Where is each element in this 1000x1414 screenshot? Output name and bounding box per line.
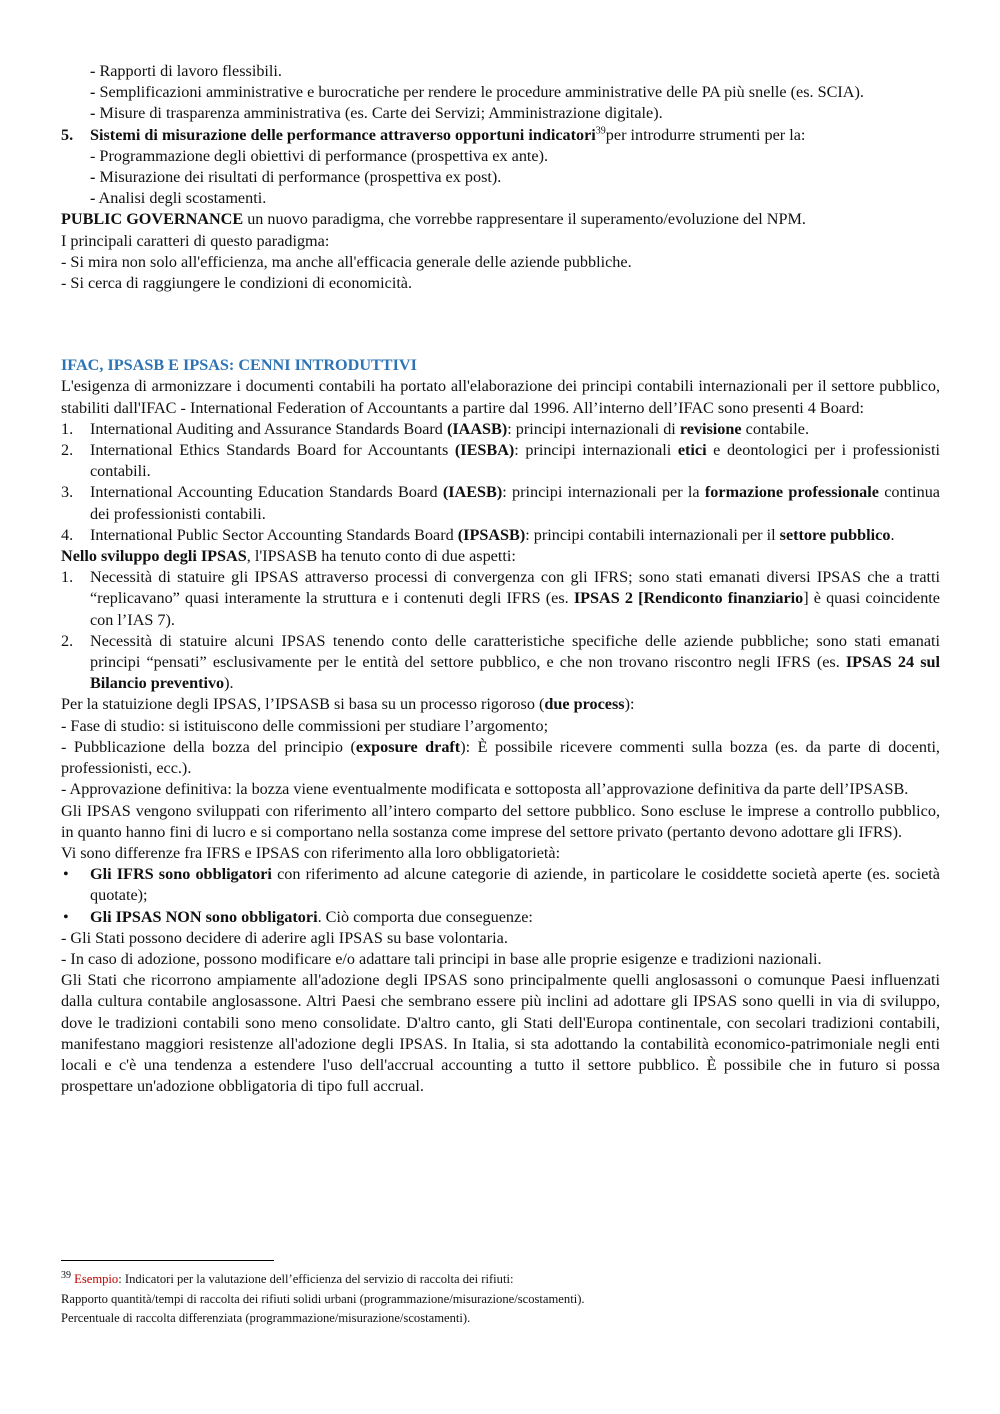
footnote-line: Percentuale di raccolta differenziata (programmazione/misurazione/scostamenti).: [61, 1311, 471, 1325]
paragraph: I principali caratteri di questo paradigma:: [61, 231, 330, 250]
board-desc: : principi internazionali: [514, 441, 678, 460]
aspect-text: Necessità di statuire alcuni IPSAS tenendo conto delle caratteristiche specifiche delle aziende pubbliche; sono stati emanati principi “pensati” esclusivamente per le entità del settore pubblico, e che non trovano riscontro negli IFRS (es.: [90, 631, 940, 672]
item-number: 3.: [61, 483, 74, 502]
board-desc: : principi internazionali per la: [502, 483, 705, 502]
list-item: - Si cerca di raggiungere le condizioni di economicità.: [61, 274, 413, 293]
footnotes: [61, 1270, 940, 1329]
board-name: International Public Sector Accounting Standards Board: [90, 525, 458, 544]
paragraph-text: , l'IPSASB ha tenuto conto di due aspetti:: [246, 547, 516, 566]
bullet-keyword: Gli IPSAS NON sono obbligatori: [90, 907, 318, 926]
paragraph: Vi sono differenze fra IFRS e IPSAS con riferimento alla loro obbligatorietà:: [61, 843, 561, 862]
footnote-ref[interactable]: 39: [595, 125, 606, 137]
item-number: 5.: [61, 125, 74, 144]
list-item-text: Semplificazioni amministrative e burocratiche per rendere le procedure amministrative delle PA più snelle (es. SCIA).: [99, 83, 864, 102]
paragraph: [61, 546, 940, 567]
aspect-item-2: [61, 631, 940, 695]
bullet-icon: •: [63, 865, 69, 884]
list-item: - In caso di adozione, possono modificare e/o adattare tali principi in base alle proprie esigenze e tradizioni nazionali.: [61, 949, 822, 968]
board-acronym: (IESBA): [454, 441, 515, 460]
paragraph: L'esigenza di armonizzare i documenti contabili ha portato all'elaborazione dei principi contabili internazionali per il settore pubblico, stabiliti dall'IFAC - International Federation of Accountants a partire dal 1996. All’interno dell’IFAC sono presenti 4 Board:: [61, 377, 940, 417]
footnote-label: Esempio: [71, 1272, 119, 1286]
aspect-item-1: [61, 567, 940, 631]
board-desc: : principi contabili internazionali per il: [525, 525, 780, 544]
list-item: [61, 167, 940, 188]
item-text: per introdurre strumenti per la:: [605, 125, 806, 144]
board-desc-end: .: [890, 525, 895, 544]
paragraph: Gli Stati che ricorrono ampiamente all'adozione degli IPSAS sono principalmente quelli anglosassoni o comunque Paesi influenzati dalla cultura contabile anglosassone. Altri Paesi che sembrano essere più inclini ad adottare gli IPSAS sono quelli in via di sviluppo, dove le tradizioni contabili sono meno consolidate. D'altro canto, gli Stati dell'Europa continentale, con secolari tradizioni contabili, manifestano maggiori resistenze all'adozione degli IPSAS. In Italia, si sta adottando la contabilità economico-patrimoniale negli enti locali e c'è una tendenza a estendere l'uso dell'accrual accounting a tutto il settore pubblico. È possibile che in futuro si possa prospettare un'adozione obbligatoria di tipo full accrual.: [61, 971, 940, 1096]
dash: -: [90, 189, 96, 208]
dash: -: [90, 62, 96, 80]
bullet-icon: •: [63, 907, 69, 926]
bullet-text: . Ciò comporta due conseguenze:: [317, 907, 533, 926]
board-name: International Ethics Standards Board for Accountants: [90, 441, 455, 460]
list-item: - Si mira non solo all'efficienza, ma anche all'efficacia generale delle aziende pubbliche.: [61, 252, 632, 271]
board-acronym: (IAESB): [442, 483, 503, 502]
aspect-keyword: IPSAS 2 [Rendiconto finanziario: [573, 589, 804, 608]
board-item-1: [61, 419, 940, 440]
aspect-text: Necessità di statuire gli IPSAS attraverso processi di convergenza con gli IFRS; sono stati emanati diversi IPSAS che a tratti “replicavano” quasi interamente la struttura e i contenuti degli IFRS (es.: [90, 568, 940, 608]
list-item-text: - Pubblicazione della bozza del principio (: [61, 737, 356, 756]
board-keyword: settore pubblico: [779, 525, 891, 544]
bullet-keyword: Gli IFRS sono obbligatori: [90, 865, 272, 884]
list-item: [61, 737, 940, 779]
list-item: [61, 103, 940, 124]
list-item-text: Analisi degli scostamenti.: [98, 189, 267, 208]
list-item: - Fase di studio: si istituiscono delle commissioni per studiare l’argomento;: [61, 716, 549, 735]
paragraph-text-end: ):: [624, 695, 635, 714]
list-item: [61, 61, 940, 82]
footnote-39: [61, 1270, 940, 1290]
board-item-2: [61, 440, 940, 482]
board-item-3: [61, 482, 940, 524]
board-name: International Auditing and Assurance Standards Board: [90, 419, 447, 438]
board-keyword: etici: [677, 441, 707, 460]
section-heading: IFAC, IPSASB E IPSAS: CENNI INTRODUTTIVI: [61, 356, 417, 375]
term: due process: [544, 695, 625, 714]
list-item: - Gli Stati possono decidere di aderire agli IPSAS su base volontaria.: [61, 928, 508, 947]
dash: -: [90, 83, 96, 102]
list-item-text: Misurazione dei risultati di performance (prospettiva ex post).: [99, 168, 502, 187]
item-number: 4.: [61, 525, 74, 544]
term: Nello sviluppo degli IPSAS: [61, 547, 247, 566]
board-desc-end: e deontologici per i professionisti contabili.: [90, 441, 940, 481]
bullet-item: [61, 864, 940, 906]
paragraph-text: Per la statuizione degli IPSAS, l’IPSASB si basa su un processo rigoroso (: [61, 695, 545, 714]
board-acronym: (IAASB): [446, 419, 508, 438]
board-acronym: (IPSASB): [457, 525, 526, 544]
board-desc: : principi internazionali di: [507, 419, 680, 438]
board-item-4: [61, 525, 940, 546]
bullet-item: [61, 907, 940, 928]
board-name: International Accounting Education Standards Board: [90, 483, 443, 502]
dash: -: [90, 168, 96, 187]
board-desc-end: contabile.: [741, 419, 810, 438]
footnote-divider: [61, 1260, 274, 1261]
aspect-keyword: IPSAS 24 sul Bilancio preventivo: [90, 653, 940, 693]
list-item: [61, 82, 940, 103]
board-keyword: formazione professionale: [704, 483, 879, 502]
footnote-text: : Indicatori per la valutazione dell’efficienza del servizio di raccolta dei rifiuti:: [118, 1272, 514, 1286]
item-heading: Sistemi di misurazione delle performance attraverso opportuni indicatori: [90, 125, 596, 144]
item-number: 1.: [61, 568, 74, 587]
list-item-text: Misure di trasparenza amministrativa (es. Carte dei Servizi; Amministrazione digitale).: [99, 104, 663, 123]
list-item: [61, 188, 940, 209]
aspect-text-end: ] è quasi coincidente con l’IAS 7).: [90, 589, 940, 629]
paragraph: Gli IPSAS vengono sviluppati con riferimento all’intero comparto del settore pubblico. Sono escluse le imprese a controllo pubblico, in quanto hanno fini di lucro e si comportano nella sostanza come imprese del settore privato (pertanto devono adottare gli IFRS).: [61, 801, 940, 841]
bullet-text: con riferimento ad alcune categorie di aziende, in particolare le cosiddette società aperte (es. società quotate);: [90, 865, 940, 905]
footnote-line: Rapporto quantità/tempi di raccolta dei rifiuti solidi urbani (programmazione/misurazione/scostamenti).: [61, 1291, 585, 1306]
dash: -: [90, 104, 96, 123]
item-number: 2.: [61, 631, 74, 650]
numbered-item-5: [61, 125, 940, 146]
board-keyword: revisione: [679, 419, 742, 438]
board-desc-end: continua dei professionisti contabili.: [90, 483, 940, 523]
term: PUBLIC GOVERNANCE: [61, 210, 244, 229]
list-item-text-end: ): È possibile ricevere commenti sulla bozza (es. da parte di docenti, professionisti, ecc.).: [61, 737, 940, 778]
list-item: - Programmazione degli obiettivi di performance (prospettiva ex ante).: [90, 146, 549, 165]
paragraph: [61, 694, 940, 715]
paragraph-text: un nuovo paradigma, che vorrebbe rappresentare il superamento/evoluzione del NPM.: [243, 210, 806, 229]
term: exposure draft: [355, 737, 461, 756]
list-item-text: Rapporti di lavoro flessibili.: [99, 62, 282, 80]
footnote-number: 39: [61, 1269, 71, 1281]
item-number: 2.: [61, 441, 74, 460]
paragraph: [61, 209, 940, 230]
main-text: [61, 61, 940, 1097]
item-number: 1.: [61, 419, 74, 438]
list-item: - Approvazione definitiva: la bozza viene eventualmente modificata e sottoposta all’approvazione definitiva da parte dell’IPSASB.: [61, 780, 909, 799]
aspect-text-end: ).: [224, 674, 234, 693]
